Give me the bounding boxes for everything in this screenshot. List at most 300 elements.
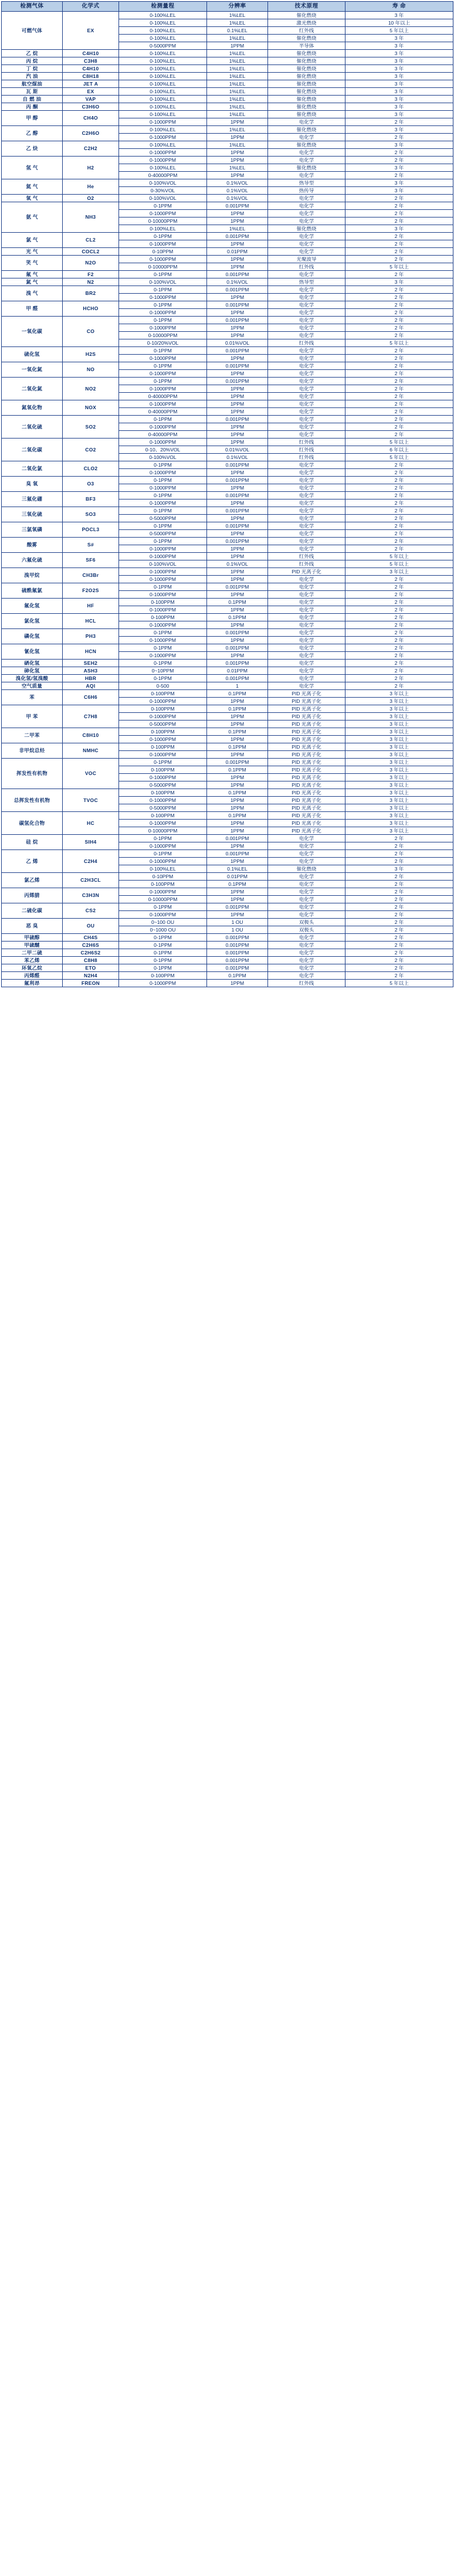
cell-life: 2 年 xyxy=(345,896,453,903)
table-row xyxy=(2,362,453,370)
cell-range: 0-1000PPM xyxy=(119,888,207,896)
cell-range: 0-1000PPM xyxy=(119,698,207,705)
cell-life: 6 年以上 xyxy=(345,446,453,454)
cell-formula: C7H8 xyxy=(63,705,119,728)
cell-range: 0-1000PPM xyxy=(119,423,207,431)
cell-life: 2 年 xyxy=(345,682,453,690)
cell-life: 2 年 xyxy=(345,629,453,637)
cell-resolution: 1%LEL xyxy=(207,19,268,27)
cell-gas: 氧 气 xyxy=(2,195,63,202)
cell-range: 0-100%LEL xyxy=(119,27,207,35)
cell-resolution: 0.001PPM xyxy=(207,301,268,309)
cell-technology: 催化燃烧 xyxy=(268,164,345,172)
table-row xyxy=(2,80,453,88)
cell-formula: C2H6S2 xyxy=(63,949,119,957)
cell-formula: NO2 xyxy=(63,378,119,400)
cell-gas: 氟化氢 xyxy=(2,599,63,614)
table-row xyxy=(2,103,453,111)
cell-life: 2 年 xyxy=(345,660,453,667)
cell-resolution: 0.001PPM xyxy=(207,522,268,530)
cell-range: 0-40000PPM xyxy=(119,393,207,400)
cell-life: 2 年 xyxy=(345,964,453,972)
cell-life: 2 年 xyxy=(345,842,453,850)
cell-gas: 氦 气 xyxy=(2,179,63,195)
cell-range: 0-100PPM xyxy=(119,728,207,736)
cell-resolution: 0.1%LEL xyxy=(207,865,268,873)
cell-life: 3 年 xyxy=(345,164,453,172)
cell-formula: PH3 xyxy=(63,629,119,644)
cell-range: 0-1000PPM xyxy=(119,713,207,721)
cell-formula: CS2 xyxy=(63,903,119,919)
cell-range: 0-10PPM xyxy=(119,248,207,256)
cell-resolution: 0.001PPM xyxy=(207,347,268,355)
cell-gas: 三氧化硫 xyxy=(2,507,63,522)
cell-range: 0-1000PPM xyxy=(119,842,207,850)
table-row xyxy=(2,400,453,408)
cell-life: 5 年以上 xyxy=(345,980,453,987)
cell-resolution: 0.001PPM xyxy=(207,286,268,294)
cell-resolution: 1PPM xyxy=(207,591,268,599)
cell-range: 0-1PPM xyxy=(119,903,207,911)
cell-formula: C2H4 xyxy=(63,850,119,873)
cell-resolution: 0.001PPM xyxy=(207,416,268,423)
cell-technology: 催化燃烧 xyxy=(268,141,345,149)
cell-life: 2 年 xyxy=(345,469,453,477)
cell-resolution: 1PPM xyxy=(207,400,268,408)
cell-gas: 砷化氢 xyxy=(2,667,63,675)
cell-formula: HF xyxy=(63,599,119,614)
cell-resolution: 0.01PPM xyxy=(207,667,268,675)
cell-resolution: 1PPM xyxy=(207,42,268,50)
cell-life: 3 年以上 xyxy=(345,568,453,576)
cell-technology: 电化学 xyxy=(268,385,345,393)
cell-range: 0-30%VOL xyxy=(119,187,207,195)
cell-life: 3 年以上 xyxy=(345,736,453,743)
cell-resolution: 0.001PPM xyxy=(207,934,268,942)
cell-resolution: 0.1%VOL xyxy=(207,454,268,461)
cell-technology: 催化燃烧 xyxy=(268,73,345,80)
cell-life: 3 年以上 xyxy=(345,705,453,713)
cell-resolution: 0.1PPM xyxy=(207,690,268,698)
cell-gas: 硫化氢 xyxy=(2,347,63,362)
cell-range: 0-100PPM xyxy=(119,743,207,751)
cell-formula: VAP xyxy=(63,96,119,103)
cell-life: 2 年 xyxy=(345,934,453,942)
cell-resolution: 1 xyxy=(207,682,268,690)
cell-range: 0-1000PPM xyxy=(119,484,207,492)
cell-formula: C3H6O xyxy=(63,103,119,111)
cell-technology: PID 光离子化 xyxy=(268,728,345,736)
cell-range: 0-1PPM xyxy=(119,507,207,515)
cell-resolution: 0.1PPM xyxy=(207,599,268,606)
cell-formula: ETO xyxy=(63,964,119,972)
cell-technology: 电化学 xyxy=(268,964,345,972)
table-row xyxy=(2,88,453,96)
cell-gas: 自 燃 油 xyxy=(2,96,63,103)
table-row xyxy=(2,233,453,240)
cell-range: 0-1PPM xyxy=(119,538,207,545)
cell-range: 0-1000PPM xyxy=(119,499,207,507)
cell-resolution: 0.001PPM xyxy=(207,461,268,469)
cell-formula: SF6 xyxy=(63,553,119,568)
cell-formula: HCN xyxy=(63,644,119,660)
cell-life: 3 年 xyxy=(345,278,453,286)
cell-range: 0-1PPM xyxy=(119,347,207,355)
cell-life: 2 年 xyxy=(345,324,453,332)
cell-range: 0-1000PPM xyxy=(119,591,207,599)
cell-life: 2 年 xyxy=(345,309,453,317)
cell-resolution: 0.001PPM xyxy=(207,233,268,240)
cell-technology: 电化学 xyxy=(268,172,345,179)
cell-range: 0~1000 OU xyxy=(119,926,207,934)
cell-resolution: 1PPM xyxy=(207,210,268,218)
table-row xyxy=(2,378,453,385)
cell-technology: PID 光离子化 xyxy=(268,568,345,576)
cell-life: 10 年以上 xyxy=(345,19,453,27)
cell-life: 2 年 xyxy=(345,240,453,248)
cell-life: 2 年 xyxy=(345,522,453,530)
cell-resolution: 1%LEL xyxy=(207,225,268,233)
cell-life: 2 年 xyxy=(345,218,453,225)
table-row xyxy=(2,675,453,682)
cell-formula: NOX xyxy=(63,400,119,416)
cell-range: 0-1000PPM xyxy=(119,294,207,301)
cell-technology: PID 光离子化 xyxy=(268,820,345,827)
cell-range: 0-1000PPM xyxy=(119,400,207,408)
cell-life: 2 年 xyxy=(345,332,453,339)
cell-technology: 电化学 xyxy=(268,515,345,522)
cell-formula: CO2 xyxy=(63,439,119,461)
cell-life: 3 年 xyxy=(345,141,453,149)
cell-technology: 电化学 xyxy=(268,538,345,545)
cell-technology: PID 光离子化 xyxy=(268,743,345,751)
table-row xyxy=(2,96,453,103)
cell-technology: 电化学 xyxy=(268,675,345,682)
cell-technology: 电化学 xyxy=(268,477,345,484)
cell-technology: 半导体 xyxy=(268,42,345,50)
cell-resolution: 0.1PPM xyxy=(207,743,268,751)
cell-resolution: 1PPM xyxy=(207,134,268,141)
cell-range: 0-1000PPM xyxy=(119,621,207,629)
cell-technology: 电化学 xyxy=(268,378,345,385)
cell-formula: F2 xyxy=(63,271,119,278)
cell-range: 0-1000PPM xyxy=(119,439,207,446)
cell-formula: C8H10 xyxy=(63,728,119,743)
cell-life: 3 年以上 xyxy=(345,789,453,797)
table-row xyxy=(2,522,453,530)
cell-life: 2 年 xyxy=(345,850,453,858)
table-row xyxy=(2,301,453,309)
cell-technology: 电化学 xyxy=(268,248,345,256)
cell-range: 0-100%LEL xyxy=(119,73,207,80)
cell-technology: 电化学 xyxy=(268,949,345,957)
cell-formula: C3H3N xyxy=(63,888,119,903)
cell-life: 3 年以上 xyxy=(345,759,453,766)
cell-life: 2 年 xyxy=(345,355,453,362)
cell-technology: PID 光离子化 xyxy=(268,812,345,820)
cell-range: 0-500 xyxy=(119,682,207,690)
cell-technology: 红外线 xyxy=(268,980,345,987)
cell-gas: 氰化氢 xyxy=(2,644,63,660)
cell-resolution: 0.001PPM xyxy=(207,675,268,682)
cell-resolution: 1 OU xyxy=(207,926,268,934)
cell-range: 0-100%LEL xyxy=(119,65,207,73)
cell-life: 2 年 xyxy=(345,858,453,865)
cell-range: 0-1000PPM xyxy=(119,576,207,583)
cell-resolution: 1%LEL xyxy=(207,35,268,42)
cell-technology: 电化学 xyxy=(268,614,345,621)
cell-life: 2 年 xyxy=(345,271,453,278)
cell-life: 2 年 xyxy=(345,172,453,179)
cell-life: 2 年 xyxy=(345,416,453,423)
cell-life: 3 年以上 xyxy=(345,827,453,835)
cell-gas: 汽 油 xyxy=(2,73,63,80)
cell-range: 0-1000PPM xyxy=(119,736,207,743)
cell-gas: 瓦 斯 xyxy=(2,88,63,96)
cell-range: 0-100PPM xyxy=(119,789,207,797)
cell-formula: C4H10 xyxy=(63,50,119,57)
cell-resolution: 0.001PPM xyxy=(207,271,268,278)
cell-range: 0-1PPM xyxy=(119,957,207,964)
cell-range: 0-1000PPM xyxy=(119,980,207,987)
cell-gas: 非甲烷总烃 xyxy=(2,743,63,759)
cell-range: 0-1PPM xyxy=(119,202,207,210)
cell-technology: 电化学 xyxy=(268,957,345,964)
cell-life: 2 年 xyxy=(345,195,453,202)
cell-technology: 电化学 xyxy=(268,286,345,294)
cell-life: 3 年 xyxy=(345,179,453,187)
cell-life: 2 年 xyxy=(345,538,453,545)
table-row xyxy=(2,141,453,149)
cell-range: 0-100%LEL xyxy=(119,103,207,111)
cell-resolution: 1%LEL xyxy=(207,12,268,19)
cell-range: 0-1PPM xyxy=(119,477,207,484)
cell-gas: 丁 烷 xyxy=(2,65,63,73)
cell-technology: 电化学 xyxy=(268,233,345,240)
cell-range: 0-1PPM xyxy=(119,271,207,278)
cell-range: 0-1PPM xyxy=(119,362,207,370)
cell-life: 2 年 xyxy=(345,507,453,515)
cell-life: 3 年 xyxy=(345,225,453,233)
cell-formula: HCHO xyxy=(63,301,119,317)
cell-gas: 氨 气 xyxy=(2,202,63,233)
table-row xyxy=(2,50,453,57)
cell-resolution: 1PPM xyxy=(207,774,268,781)
cell-resolution: 0.001PPM xyxy=(207,317,268,324)
cell-range: 0-1PPM xyxy=(119,942,207,949)
cell-gas: 氟利昂 xyxy=(2,980,63,987)
cell-formula: JET A xyxy=(63,80,119,88)
cell-resolution: 1%LEL xyxy=(207,50,268,57)
cell-resolution: 0.001PPM xyxy=(207,378,268,385)
cell-resolution: 0.001PPM xyxy=(207,759,268,766)
cell-formula: VOC xyxy=(63,759,119,789)
cell-range: 0-1PPM xyxy=(119,835,207,842)
cell-technology: 电化学 xyxy=(268,393,345,400)
cell-technology: PID 光离子化 xyxy=(268,736,345,743)
cell-life: 2 年 xyxy=(345,210,453,218)
cell-life: 2 年 xyxy=(345,911,453,919)
cell-technology: 红外线 xyxy=(268,446,345,454)
cell-resolution: 1PPM xyxy=(207,393,268,400)
table-row xyxy=(2,12,453,19)
cell-technology: 电化学 xyxy=(268,195,345,202)
cell-technology: 红外线 xyxy=(268,553,345,560)
cell-technology: 电化学 xyxy=(268,629,345,637)
cell-gas: 硒化氢 xyxy=(2,660,63,667)
cell-technology: 电化学 xyxy=(268,431,345,439)
cell-range: 0-1PPM xyxy=(119,286,207,294)
cell-resolution: 1PPM xyxy=(207,827,268,835)
cell-resolution: 1 OU xyxy=(207,919,268,926)
cell-life: 5 年以上 xyxy=(345,339,453,347)
cell-range: 0-100%LEL xyxy=(119,865,207,873)
cell-resolution: 0.001PPM xyxy=(207,660,268,667)
cell-resolution: 1%LEL xyxy=(207,111,268,118)
cell-technology: 红外线 xyxy=(268,263,345,271)
cell-range: 0-1000PPM xyxy=(119,568,207,576)
cell-technology: 电化学 xyxy=(268,423,345,431)
cell-technology: PID 光离子化 xyxy=(268,751,345,759)
cell-life: 5 年以上 xyxy=(345,263,453,271)
cell-resolution: 1PPM xyxy=(207,545,268,553)
cell-gas: 甲硫醇 xyxy=(2,934,63,942)
cell-technology: 电化学 xyxy=(268,210,345,218)
cell-formula: C6H6 xyxy=(63,690,119,705)
cell-technology: PID 光离子化 xyxy=(268,774,345,781)
cell-life: 3 年以上 xyxy=(345,804,453,812)
cell-gas: 丙烯腈 xyxy=(2,888,63,903)
cell-range: 0-1000PPM xyxy=(119,637,207,644)
table-row xyxy=(2,789,453,797)
cell-range: 0-100%LEL xyxy=(119,50,207,57)
cell-technology: PID 光离子化 xyxy=(268,713,345,721)
cell-gas: 二氧化碳 xyxy=(2,439,63,461)
cell-resolution: 1PPM xyxy=(207,149,268,157)
cell-formula: N2H4 xyxy=(63,972,119,980)
cell-formula: C8H8 xyxy=(63,957,119,964)
cell-range: 0-10000PPM xyxy=(119,218,207,225)
cell-technology: 电化学 xyxy=(268,881,345,888)
cell-technology: PID 光离子化 xyxy=(268,759,345,766)
cell-range: 0-5000PPM xyxy=(119,721,207,728)
cell-gas: 二硫化碳 xyxy=(2,903,63,919)
cell-gas: 乙 烯 xyxy=(2,850,63,873)
cell-technology: 电化学 xyxy=(268,294,345,301)
cell-technology: PID 光离子化 xyxy=(268,721,345,728)
cell-formula: BF3 xyxy=(63,492,119,507)
cell-life: 2 年 xyxy=(345,408,453,416)
cell-formula: NH3 xyxy=(63,202,119,233)
cell-resolution: 0.001PPM xyxy=(207,644,268,652)
cell-gas: 甲 醇 xyxy=(2,111,63,126)
cell-technology: 电化学 xyxy=(268,484,345,492)
cell-life: 2 年 xyxy=(345,957,453,964)
cell-range: 0-100PPM xyxy=(119,599,207,606)
cell-range: 0-100%LEL xyxy=(119,35,207,42)
cell-life: 2 年 xyxy=(345,637,453,644)
cell-life: 2 年 xyxy=(345,431,453,439)
cell-gas: 溴化氢/氢溴酸 xyxy=(2,675,63,682)
cell-formula: FREON xyxy=(63,980,119,987)
cell-gas: 环氧乙烷 xyxy=(2,964,63,972)
cell-technology: 电化学 xyxy=(268,682,345,690)
table-row xyxy=(2,347,453,355)
cell-technology: 电化学 xyxy=(268,644,345,652)
cell-resolution: 0.1%VOL xyxy=(207,187,268,195)
cell-technology: PID 光离子化 xyxy=(268,804,345,812)
cell-resolution: 1PPM xyxy=(207,751,268,759)
cell-gas: 一氧化碳 xyxy=(2,317,63,347)
cell-range: 0-40000PPM xyxy=(119,431,207,439)
cell-life: 5 年以上 xyxy=(345,454,453,461)
cell-gas: 硫酰氟氯 xyxy=(2,583,63,599)
cell-formula: He xyxy=(63,179,119,195)
cell-technology: 电化学 xyxy=(268,416,345,423)
cell-life: 2 年 xyxy=(345,599,453,606)
cell-range: 0-1000PPM xyxy=(119,118,207,126)
cell-resolution: 1PPM xyxy=(207,842,268,850)
table-row xyxy=(2,759,453,766)
cell-resolution: 1PPM xyxy=(207,408,268,416)
cell-resolution: 0.001PPM xyxy=(207,903,268,911)
cell-technology: 电化学 xyxy=(268,896,345,903)
cell-resolution: 1PPM xyxy=(207,294,268,301)
cell-resolution: 0.1PPM xyxy=(207,789,268,797)
cell-gas: 航空煤油 xyxy=(2,80,63,88)
gas-spec-table xyxy=(1,1,453,987)
cell-technology: 电化学 xyxy=(268,309,345,317)
cell-life: 3 年 xyxy=(345,12,453,19)
cell-life: 2 年 xyxy=(345,256,453,263)
cell-range: 0-1000PPM xyxy=(119,545,207,553)
table-row xyxy=(2,644,453,652)
cell-technology: 电化学 xyxy=(268,942,345,949)
cell-range: 0-1000PPM xyxy=(119,370,207,378)
cell-technology: 电化学 xyxy=(268,240,345,248)
cell-range: 0-1000PPM xyxy=(119,149,207,157)
table-row xyxy=(2,743,453,751)
table-row xyxy=(2,629,453,637)
cell-formula: C2H3CL xyxy=(63,873,119,888)
cell-technology: 电化学 xyxy=(268,667,345,675)
table-row xyxy=(2,614,453,621)
cell-gas: 氮 气 xyxy=(2,278,63,286)
cell-life: 5 年以上 xyxy=(345,27,453,35)
cell-technology: 电化学 xyxy=(268,370,345,378)
table-row xyxy=(2,934,453,942)
cell-resolution: 1PPM xyxy=(207,553,268,560)
cell-resolution: 0.001PPM xyxy=(207,850,268,858)
cell-resolution: 1PPM xyxy=(207,568,268,576)
cell-range: 0-5000PPM xyxy=(119,530,207,538)
cell-range: 0-1000PPM xyxy=(119,606,207,614)
cell-resolution: 0.1PPM xyxy=(207,972,268,980)
cell-gas: 碳氢化合物 xyxy=(2,812,63,835)
cell-range: 0-1000PPM xyxy=(119,469,207,477)
cell-technology: 催化燃烧 xyxy=(268,126,345,134)
cell-life: 3 年 xyxy=(345,42,453,50)
cell-life: 2 年 xyxy=(345,202,453,210)
cell-resolution: 0.01PPM xyxy=(207,873,268,881)
cell-gas: 六氟化硫 xyxy=(2,553,63,568)
cell-formula: N2 xyxy=(63,278,119,286)
cell-range: 0-100PPM xyxy=(119,766,207,774)
table-row xyxy=(2,888,453,896)
cell-range: 0-1000PPM xyxy=(119,240,207,248)
cell-life: 3 年以上 xyxy=(345,820,453,827)
cell-life: 2 年 xyxy=(345,294,453,301)
